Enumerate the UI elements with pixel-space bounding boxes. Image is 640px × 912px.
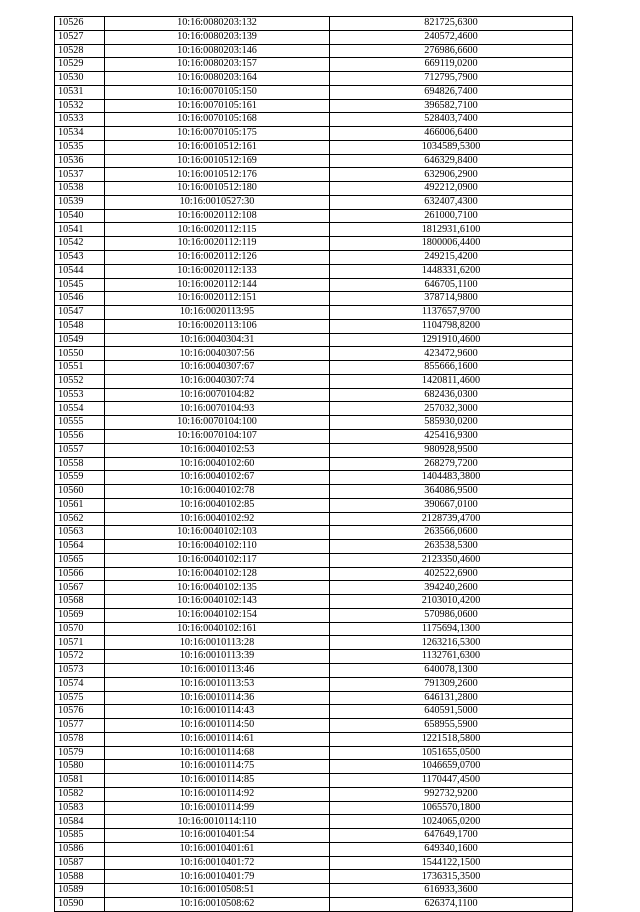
cadastral-number-cell: 10:16:0010113:53	[105, 677, 330, 691]
value-cell: 632906,2900	[330, 168, 573, 182]
cadastral-number-cell: 10:16:0040102:92	[105, 512, 330, 526]
row-number-cell: 10529	[55, 58, 105, 72]
table-row	[55, 801, 573, 815]
value-cell: 646705,1100	[330, 278, 573, 292]
row-number-cell: 10534	[55, 127, 105, 141]
cadastral-number-cell: 10:16:0010113:39	[105, 650, 330, 664]
cadastral-number-cell: 10:16:0020113:106	[105, 319, 330, 333]
cadastral-number-cell: 10:16:0080203:132	[105, 17, 330, 31]
value-cell: 276986,6600	[330, 44, 573, 58]
table-row	[55, 223, 573, 237]
row-number-cell: 10565	[55, 553, 105, 567]
row-number-cell: 10581	[55, 774, 105, 788]
value-cell: 263566,0600	[330, 526, 573, 540]
row-number-cell: 10587	[55, 856, 105, 870]
value-cell: 669119,0200	[330, 58, 573, 72]
table-row	[55, 361, 573, 375]
table-body	[55, 17, 573, 912]
value-cell: 1175694,1300	[330, 622, 573, 636]
value-cell: 2128739,4700	[330, 512, 573, 526]
data-table	[54, 16, 573, 912]
table-row	[55, 719, 573, 733]
table-row	[55, 209, 573, 223]
cadastral-number-cell: 10:16:0010512:169	[105, 154, 330, 168]
row-number-cell: 10573	[55, 663, 105, 677]
value-cell: 646131,2800	[330, 691, 573, 705]
cadastral-number-cell: 10:16:0040102:154	[105, 608, 330, 622]
table-row	[55, 182, 573, 196]
cadastral-number-cell: 10:16:0010401:54	[105, 829, 330, 843]
value-cell: 1051655,0500	[330, 746, 573, 760]
cadastral-number-cell: 10:16:0010401:72	[105, 856, 330, 870]
table-row	[55, 842, 573, 856]
value-cell: 1448331,6200	[330, 264, 573, 278]
cadastral-number-cell: 10:16:0070104:107	[105, 429, 330, 443]
cadastral-number-cell: 10:16:0020112:108	[105, 209, 330, 223]
table-row	[55, 127, 573, 141]
row-number-cell: 10544	[55, 264, 105, 278]
table-row	[55, 195, 573, 209]
cadastral-number-cell: 10:16:0010114:75	[105, 760, 330, 774]
cadastral-number-cell: 10:16:0040102:103	[105, 526, 330, 540]
value-cell: 364086,9500	[330, 485, 573, 499]
row-number-cell: 10564	[55, 540, 105, 554]
cadastral-number-cell: 10:16:0010113:28	[105, 636, 330, 650]
table-row	[55, 443, 573, 457]
value-cell: 694826,7400	[330, 85, 573, 99]
cadastral-number-cell: 10:16:0070104:93	[105, 402, 330, 416]
table-row	[55, 691, 573, 705]
row-number-cell: 10542	[55, 237, 105, 251]
value-cell: 980928,9500	[330, 443, 573, 457]
value-cell: 1420811,4600	[330, 374, 573, 388]
row-number-cell: 10556	[55, 429, 105, 443]
cadastral-number-cell: 10:16:0020112:151	[105, 292, 330, 306]
value-cell: 712795,7900	[330, 72, 573, 86]
table-row	[55, 650, 573, 664]
table-row	[55, 99, 573, 113]
value-cell: 492212,0900	[330, 182, 573, 196]
cadastral-number-cell: 10:16:0010512:176	[105, 168, 330, 182]
row-number-cell: 10571	[55, 636, 105, 650]
cadastral-number-cell: 10:16:0040102:161	[105, 622, 330, 636]
row-number-cell: 10584	[55, 815, 105, 829]
row-number-cell: 10537	[55, 168, 105, 182]
value-cell: 821725,6300	[330, 17, 573, 31]
row-number-cell: 10531	[55, 85, 105, 99]
value-cell: 1046659,0700	[330, 760, 573, 774]
row-number-cell: 10569	[55, 608, 105, 622]
row-number-cell: 10574	[55, 677, 105, 691]
cadastral-number-cell: 10:16:0010401:79	[105, 870, 330, 884]
value-cell: 257032,3000	[330, 402, 573, 416]
value-cell: 425416,9300	[330, 429, 573, 443]
value-cell: 1263216,5300	[330, 636, 573, 650]
cadastral-number-cell: 10:16:0010114:92	[105, 787, 330, 801]
value-cell: 390667,0100	[330, 498, 573, 512]
table-row	[55, 884, 573, 898]
cadastral-number-cell: 10:16:0010114:68	[105, 746, 330, 760]
table-row	[55, 374, 573, 388]
table-row	[55, 113, 573, 127]
value-cell: 640591,5000	[330, 705, 573, 719]
value-cell: 1024065,0200	[330, 815, 573, 829]
row-number-cell: 10526	[55, 17, 105, 31]
value-cell: 1404483,3800	[330, 471, 573, 485]
table-row	[55, 595, 573, 609]
row-number-cell: 10539	[55, 195, 105, 209]
row-number-cell: 10548	[55, 319, 105, 333]
table-row	[55, 622, 573, 636]
value-cell: 1221518,5800	[330, 732, 573, 746]
row-number-cell: 10585	[55, 829, 105, 843]
value-cell: 263538,5300	[330, 540, 573, 554]
row-number-cell: 10590	[55, 898, 105, 912]
cadastral-number-cell: 10:16:0020113:95	[105, 306, 330, 320]
value-cell: 394240,2600	[330, 581, 573, 595]
table-row	[55, 581, 573, 595]
cadastral-number-cell: 10:16:0020112:126	[105, 251, 330, 265]
row-number-cell: 10547	[55, 306, 105, 320]
table-row	[55, 306, 573, 320]
table-row	[55, 347, 573, 361]
table-row	[55, 319, 573, 333]
cadastral-number-cell: 10:16:0010512:161	[105, 140, 330, 154]
cadastral-number-cell: 10:16:0070105:168	[105, 113, 330, 127]
cadastral-number-cell: 10:16:0070104:100	[105, 416, 330, 430]
value-cell: 626374,1100	[330, 898, 573, 912]
table-row	[55, 663, 573, 677]
value-cell: 1291910,4600	[330, 333, 573, 347]
table-row	[55, 140, 573, 154]
row-number-cell: 10538	[55, 182, 105, 196]
cadastral-number-cell: 10:16:0010508:62	[105, 898, 330, 912]
table-row	[55, 746, 573, 760]
value-cell: 658955,5900	[330, 719, 573, 733]
table-row	[55, 85, 573, 99]
table-row	[55, 856, 573, 870]
table-row	[55, 636, 573, 650]
value-cell: 646329,8400	[330, 154, 573, 168]
cadastral-number-cell: 10:16:0010114:85	[105, 774, 330, 788]
cadastral-number-cell: 10:16:0070105:150	[105, 85, 330, 99]
row-number-cell: 10588	[55, 870, 105, 884]
row-number-cell: 10540	[55, 209, 105, 223]
cadastral-number-cell: 10:16:0080203:157	[105, 58, 330, 72]
row-number-cell: 10551	[55, 361, 105, 375]
value-cell: 268279,7200	[330, 457, 573, 471]
table-row	[55, 787, 573, 801]
value-cell: 585930,0200	[330, 416, 573, 430]
value-cell: 261000,7100	[330, 209, 573, 223]
cadastral-number-cell: 10:16:0040102:135	[105, 581, 330, 595]
row-number-cell: 10583	[55, 801, 105, 815]
table-row	[55, 898, 573, 912]
cadastral-number-cell: 10:16:0010114:36	[105, 691, 330, 705]
cadastral-number-cell: 10:16:0080203:164	[105, 72, 330, 86]
value-cell: 249215,4200	[330, 251, 573, 265]
value-cell: 640078,1300	[330, 663, 573, 677]
document-page	[54, 16, 570, 912]
cadastral-number-cell: 10:16:0040102:60	[105, 457, 330, 471]
value-cell: 1736315,3500	[330, 870, 573, 884]
value-cell: 1812931,6100	[330, 223, 573, 237]
table-row	[55, 526, 573, 540]
value-cell: 423472,9600	[330, 347, 573, 361]
cadastral-number-cell: 10:16:0040307:74	[105, 374, 330, 388]
table-row	[55, 677, 573, 691]
row-number-cell: 10536	[55, 154, 105, 168]
cadastral-number-cell: 10:16:0010114:99	[105, 801, 330, 815]
row-number-cell: 10568	[55, 595, 105, 609]
table-row	[55, 457, 573, 471]
table-row	[55, 237, 573, 251]
table-row	[55, 829, 573, 843]
row-number-cell: 10561	[55, 498, 105, 512]
value-cell: 1065570,1800	[330, 801, 573, 815]
table-row	[55, 30, 573, 44]
value-cell: 1800006,4400	[330, 237, 573, 251]
row-number-cell: 10563	[55, 526, 105, 540]
value-cell: 528403,7400	[330, 113, 573, 127]
cadastral-number-cell: 10:16:0040102:53	[105, 443, 330, 457]
table-row	[55, 705, 573, 719]
value-cell: 791309,2600	[330, 677, 573, 691]
table-row	[55, 553, 573, 567]
cadastral-number-cell: 10:16:0010508:51	[105, 884, 330, 898]
row-number-cell: 10572	[55, 650, 105, 664]
value-cell: 682436,0300	[330, 388, 573, 402]
cadastral-number-cell: 10:16:0040102:117	[105, 553, 330, 567]
value-cell: 466006,6400	[330, 127, 573, 141]
row-number-cell: 10552	[55, 374, 105, 388]
row-number-cell: 10550	[55, 347, 105, 361]
row-number-cell: 10589	[55, 884, 105, 898]
row-number-cell: 10527	[55, 30, 105, 44]
table-row	[55, 58, 573, 72]
row-number-cell: 10532	[55, 99, 105, 113]
value-cell: 1034589,5300	[330, 140, 573, 154]
row-number-cell: 10558	[55, 457, 105, 471]
row-number-cell: 10543	[55, 251, 105, 265]
cadastral-number-cell: 10:16:0020112:144	[105, 278, 330, 292]
value-cell: 240572,4600	[330, 30, 573, 44]
cadastral-number-cell: 10:16:0040102:110	[105, 540, 330, 554]
table-row	[55, 870, 573, 884]
row-number-cell: 10528	[55, 44, 105, 58]
row-number-cell: 10533	[55, 113, 105, 127]
cadastral-number-cell: 10:16:0040102:85	[105, 498, 330, 512]
row-number-cell: 10535	[55, 140, 105, 154]
row-number-cell: 10557	[55, 443, 105, 457]
table-row	[55, 292, 573, 306]
table-row	[55, 485, 573, 499]
row-number-cell: 10582	[55, 787, 105, 801]
table-row	[55, 416, 573, 430]
table-row	[55, 760, 573, 774]
row-number-cell: 10567	[55, 581, 105, 595]
cadastral-number-cell: 10:16:0020112:115	[105, 223, 330, 237]
value-cell: 1544122,1500	[330, 856, 573, 870]
cadastral-number-cell: 10:16:0020112:133	[105, 264, 330, 278]
cadastral-number-cell: 10:16:0040307:56	[105, 347, 330, 361]
row-number-cell: 10575	[55, 691, 105, 705]
cadastral-number-cell: 10:16:0040307:67	[105, 361, 330, 375]
row-number-cell: 10549	[55, 333, 105, 347]
table-row	[55, 608, 573, 622]
cadastral-number-cell: 10:16:0080203:139	[105, 30, 330, 44]
value-cell: 570986,0600	[330, 608, 573, 622]
value-cell: 647649,1700	[330, 829, 573, 843]
value-cell: 1104798,8200	[330, 319, 573, 333]
cadastral-number-cell: 10:16:0010512:180	[105, 182, 330, 196]
cadastral-number-cell: 10:16:0010527:30	[105, 195, 330, 209]
table-row	[55, 540, 573, 554]
cadastral-number-cell: 10:16:0010114:110	[105, 815, 330, 829]
value-cell: 992732,9200	[330, 787, 573, 801]
table-row	[55, 815, 573, 829]
row-number-cell: 10553	[55, 388, 105, 402]
table-row	[55, 732, 573, 746]
value-cell: 855666,1600	[330, 361, 573, 375]
row-number-cell: 10555	[55, 416, 105, 430]
row-number-cell: 10579	[55, 746, 105, 760]
value-cell: 2123350,4600	[330, 553, 573, 567]
cadastral-number-cell: 10:16:0070104:82	[105, 388, 330, 402]
row-number-cell: 10562	[55, 512, 105, 526]
row-number-cell: 10578	[55, 732, 105, 746]
cadastral-number-cell: 10:16:0070105:161	[105, 99, 330, 113]
table-row	[55, 333, 573, 347]
table-row	[55, 388, 573, 402]
value-cell: 649340,1600	[330, 842, 573, 856]
row-number-cell: 10545	[55, 278, 105, 292]
table-row	[55, 44, 573, 58]
row-number-cell: 10586	[55, 842, 105, 856]
table-row	[55, 72, 573, 86]
cadastral-number-cell: 10:16:0020112:119	[105, 237, 330, 251]
cadastral-number-cell: 10:16:0010401:61	[105, 842, 330, 856]
value-cell: 2103010,4200	[330, 595, 573, 609]
cadastral-number-cell: 10:16:0010113:46	[105, 663, 330, 677]
table-row	[55, 264, 573, 278]
row-number-cell: 10570	[55, 622, 105, 636]
value-cell: 1137657,9700	[330, 306, 573, 320]
cadastral-number-cell: 10:16:0040102:143	[105, 595, 330, 609]
cadastral-number-cell: 10:16:0070105:175	[105, 127, 330, 141]
table-row	[55, 154, 573, 168]
table-row	[55, 278, 573, 292]
value-cell: 378714,9800	[330, 292, 573, 306]
value-cell: 396582,7100	[330, 99, 573, 113]
cadastral-number-cell: 10:16:0010114:50	[105, 719, 330, 733]
row-number-cell: 10530	[55, 72, 105, 86]
row-number-cell: 10566	[55, 567, 105, 581]
value-cell: 1170447,4500	[330, 774, 573, 788]
table-row	[55, 498, 573, 512]
row-number-cell: 10554	[55, 402, 105, 416]
cadastral-number-cell: 10:16:0010114:61	[105, 732, 330, 746]
row-number-cell: 10577	[55, 719, 105, 733]
table-row	[55, 512, 573, 526]
table-row	[55, 774, 573, 788]
value-cell: 1132761,6300	[330, 650, 573, 664]
table-row	[55, 429, 573, 443]
table-row	[55, 402, 573, 416]
cadastral-number-cell: 10:16:0040102:78	[105, 485, 330, 499]
table-row	[55, 471, 573, 485]
value-cell: 632407,4300	[330, 195, 573, 209]
row-number-cell: 10541	[55, 223, 105, 237]
cadastral-number-cell: 10:16:0080203:146	[105, 44, 330, 58]
cadastral-number-cell: 10:16:0040102:128	[105, 567, 330, 581]
table-row	[55, 567, 573, 581]
value-cell: 616933,3600	[330, 884, 573, 898]
row-number-cell: 10576	[55, 705, 105, 719]
table-row	[55, 17, 573, 31]
table-row	[55, 168, 573, 182]
row-number-cell: 10580	[55, 760, 105, 774]
cadastral-number-cell: 10:16:0040304:31	[105, 333, 330, 347]
value-cell: 402522,6900	[330, 567, 573, 581]
row-number-cell: 10559	[55, 471, 105, 485]
row-number-cell: 10560	[55, 485, 105, 499]
cadastral-number-cell: 10:16:0040102:67	[105, 471, 330, 485]
row-number-cell: 10546	[55, 292, 105, 306]
cadastral-number-cell: 10:16:0010114:43	[105, 705, 330, 719]
table-row	[55, 251, 573, 265]
